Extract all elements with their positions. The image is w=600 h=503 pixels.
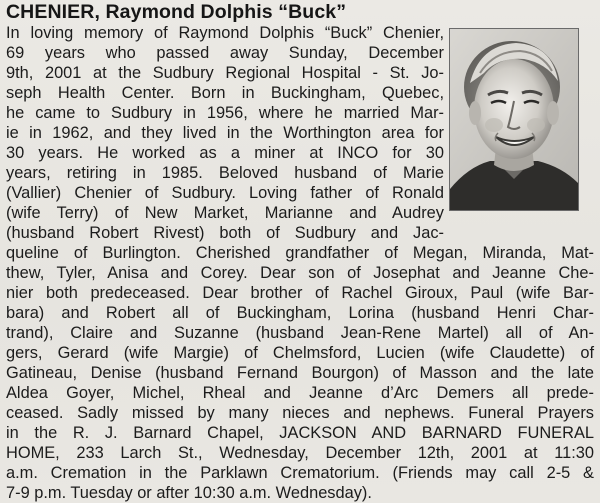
text-line-24: 7-9 p.m. Tuesday or after 10:30 a.m. Wednesday).: [6, 484, 372, 502]
text-line-14: nier both predeceased. Dear brother of Rachel Giroux, Paul (wife Bar-: [6, 284, 594, 302]
text-line-23: a.m. Cremation in the Parklawn Crematorium. (Friends may call 2-5 &: [6, 464, 594, 482]
text-line-5: he came to Sudbury in 1956, where he married Mar-: [6, 104, 444, 122]
obituary-name-heading: CHENIER, Raymond Dolphis “Buck”: [6, 1, 347, 23]
text-line-4: seph Health Center. Born in Buckingham, Quebec,: [6, 84, 444, 102]
text-line-2: 69 years who passed away Sunday, December: [6, 44, 444, 62]
text-line-13: thew, Tyler, Anisa and Corey. Dear son of Josephat and Jeanne Che-: [6, 264, 594, 282]
text-line-18: Gatineau, Denise (husband Fernand Bourgon) of Masson and the late: [6, 364, 594, 382]
text-line-7: 30 years. He worked as a miner at INCO for 30: [6, 144, 444, 162]
text-line-22: HOME, 233 Larch St., Wednesday, December 12th, 2001 at 11:30: [6, 444, 594, 462]
text-line-3: 9th, 2001 at the Sudbury Regional Hospital - St. Jo-: [6, 64, 444, 82]
text-line-19: Aldea Goyer, Michel, Rheal and Jeanne d’Arc Demers all prede-: [6, 384, 594, 402]
text-line-11: (husband Robert Rivest) both of Sudbury and Jac-: [6, 224, 444, 242]
portrait-photo: [449, 28, 579, 211]
text-line-16: trand), Claire and Suzanne (husband Jean-Rene Martel) all of An-: [6, 324, 594, 342]
text-line-9: (Vallier) Chenier of Sudbury. Loving father of Ronald: [6, 184, 444, 202]
text-line-1: In loving memory of Raymond Dolphis “Buck” Chenier,: [6, 24, 444, 42]
text-line-17: gers, Gerard (wife Margie) of Chelmsford, Lucien (wife Claudette) of: [6, 344, 594, 362]
text-line-15: bara) and Robert all of Buckingham, Lorina (husband Henri Char-: [6, 304, 594, 322]
text-line-10: (wife Terry) of New Market, Marianne and Audrey: [6, 204, 444, 222]
text-line-12: queline of Burlington. Cherished grandfather of Megan, Miranda, Mat-: [6, 244, 594, 262]
text-line-6: ie in 1962, and they lived in the Worthington area for: [6, 124, 444, 142]
text-line-20: ceased. Sadly missed by many nieces and nephews. Funeral Prayers: [6, 404, 594, 422]
text-line-8: years, retiring in 1985. Beloved husband of Marie: [6, 164, 444, 182]
text-line-21: in the R. J. Barnard Chapel, JACKSON AND BARNARD FUNERAL: [6, 424, 594, 442]
